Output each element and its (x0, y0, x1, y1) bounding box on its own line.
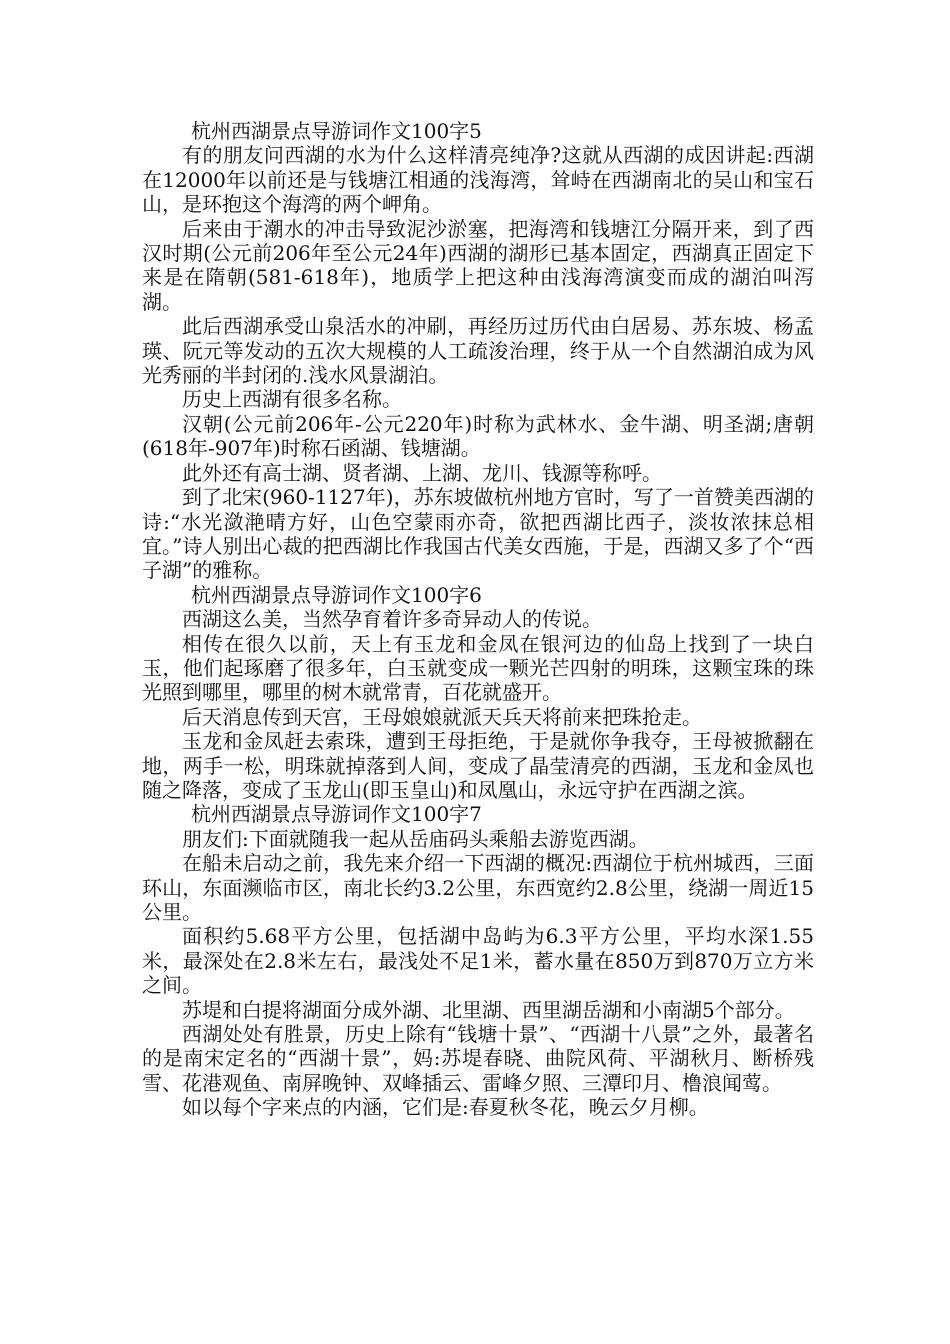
paragraph: 此后西湖承受山泉活水的冲刷，再经历过历代由白居易、苏东坡、杨孟瑛、阮元等发动的五次大规模的人工疏浚治理，终于从一个自然湖泊成为风光秀丽的半封闭的.浅水风景湖泊。 (142, 314, 814, 388)
paragraph: 朋友们:下面就随我一起从岳庙码头乘船去游览西湖。 (182, 826, 649, 851)
section-heading: 杭州西湖景点导游词作文100字6 (191, 582, 482, 607)
paragraph: 历史上西湖有很多名称。 (182, 387, 402, 412)
paragraph: 后来由于潮水的冲击导致泥沙淤塞，把海湾和钱塘江分隔开来，到了西汉时期(公元前206年至公元24年)西湖的湖形已基本固定，西湖真正固定下来是在隋朝(581-618年)，地质学上把这种由浅海湾演变而成的湖泊叫泻湖。 (142, 216, 814, 314)
paragraph: 西湖处处有胜景，历史上除有“钱塘十景”、“西湖十八景”之外，最著名的是南宋定名的“西湖十景”，妈:苏堤春晓、曲院风荷、平湖秋月、断桥残雪、花港观鱼、南屏晚钟、双峰插云、雷峰夕照、三潭印月、橹浪闻莺。 (142, 1022, 814, 1095)
paragraph: 玉龙和金凤赶去索珠，遭到王母拒绝，于是就你争我夺，王母被掀翻在地，两手一松，明珠就掉落到人间，变成了晶莹清亮的西湖，玉龙和金凤也随之降落，变成了玉龙山(即玉皇山)和凤凰山，永远守护在西湖之滨。 (142, 729, 814, 802)
paragraph: 相传在很久以前，天上有玉龙和金凤在银河边的仙岛上找到了一块白玉，他们起琢磨了很多年，白玉就变成一颗光芒四射的明珠，这颗宝珠的珠光照到哪里，哪里的树木就常青，百花就盛开。 (142, 631, 814, 705)
section-heading: 杭州西湖景点导游词作文100字5 (191, 119, 482, 143)
section-heading: 杭州西湖景点导游词作文100字7 (191, 802, 482, 827)
paragraph: 此外还有高士湖、贤者湖、上湖、龙川、钱源等称呼。 (182, 460, 662, 485)
paragraph: 到了北宋(960-1127年)，苏东坡做杭州地方官时，写了一首赞美西湖的诗:“水光潋滟晴方好，山色空蒙雨亦奇，欲把西湖比西子，淡妆浓抹总相宜。”诗人别出心裁的把西湖比作我国古代美女西施，于是，西湖又多了个“西子湖”的雅称。 (142, 485, 814, 583)
paragraph: 有的朋友问西湖的水为什么这样清亮纯净?这就从西湖的成因讲起:西湖在12000年以前还是与钱塘江相通的浅海湾，耸峙在西湖南北的吴山和宝石山，是环抱这个海湾的两个岬角。 (142, 143, 814, 217)
paragraph: 西湖这么美，当然孕育着许多奇异动人的传说。 (182, 607, 602, 632)
paragraph: 苏堤和白提将湖面分成外湖、北里湖、西里湖岳湖和小南湖5个部分。 (182, 997, 795, 1022)
paragraph: 如以每个字来点的内涵，它们是:春夏秋冬花，晚云夕月柳。 (182, 1095, 709, 1120)
paragraph: 汉朝(公元前206年-公元220年)时称为武林水、金牛湖、明圣湖;唐朝(618年-907年)时称石函湖、钱塘湖。 (142, 411, 814, 461)
document-body (142, 119, 814, 1120)
paragraph: 在船未启动之前，我先来介绍一下西湖的概况:西湖位于杭州城西，三面环山，东面濒临市区，南北长约3.2公里，东西宽约2.8公里，绕湖一周近15公里。 (142, 851, 814, 924)
paragraph: 面积约5.68平方公里，包括湖中岛屿为6.3平方公里，平均水深1.55米，最深处在2.8米左右，最浅处不足1米，蓄水量在850万到870万立方米之间。 (142, 924, 814, 998)
paragraph: 后天消息传到天宫，王母娘娘就派天兵天将前来把珠抢走。 (182, 704, 702, 729)
